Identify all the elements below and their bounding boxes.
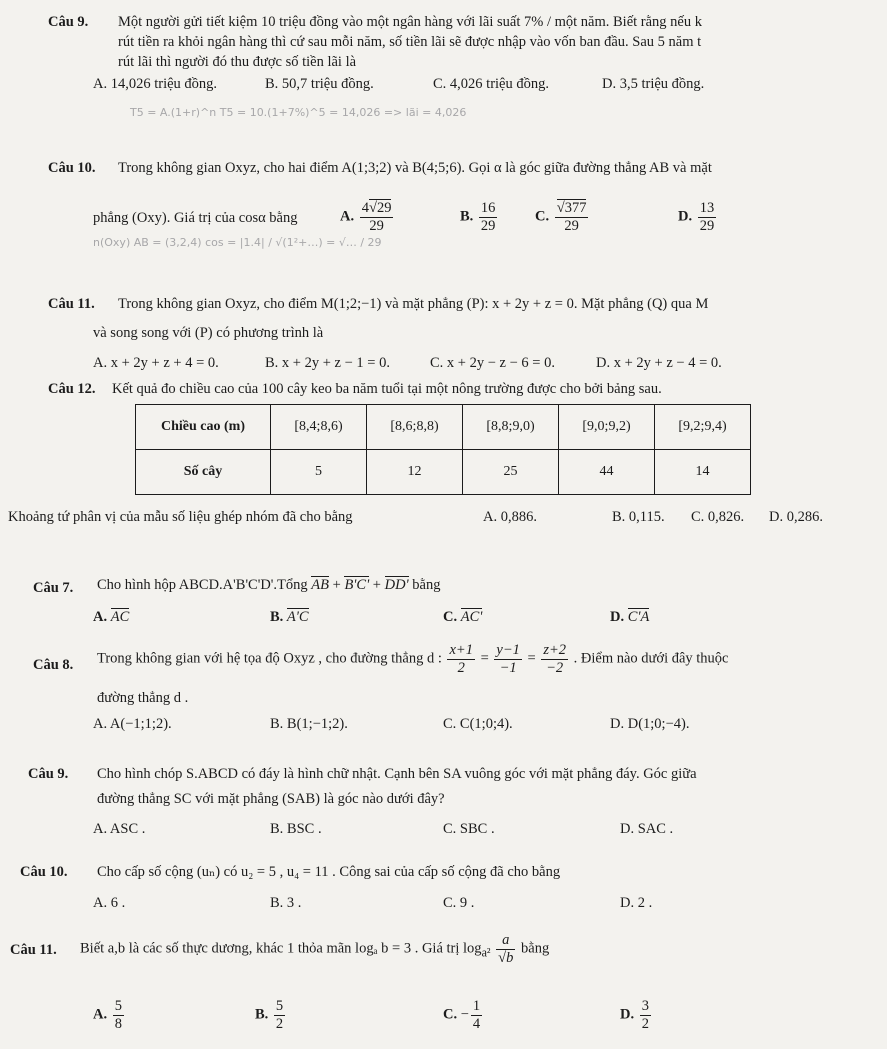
question-number: Câu 11. [10,942,57,958]
option-b[interactable]: B. $\frac{16}{29}$ [460,200,496,234]
question-text-line2: phẳng (Oxy). Giá trị của cosα bằng [93,210,298,226]
option-d[interactable]: D. $\frac{13}{29}$ [678,200,715,234]
option-c[interactable]: C. AC' [443,609,483,625]
option-c[interactable]: C. SBC . [443,821,495,837]
question-text-line2: đường thẳng d . [97,690,189,706]
option-b[interactable]: B. 0,115. [612,509,665,525]
option-c[interactable]: C. x + 2y − z − 6 = 0. [430,355,555,371]
option-b[interactable]: B. B(1;−1;2). [270,716,348,732]
question-text-line2: và song song với (P) có phương trình là [93,325,324,341]
question-text-line3: rút lãi thì người đó thu được số tiền lãi là [118,54,357,70]
option-c[interactable]: C. 4,026 triệu đồng. [433,76,549,92]
table-row [136,450,751,495]
option-a[interactable]: A. 6 . [93,895,126,911]
option-d[interactable]: D. $\frac{3}{2}$ [620,998,649,1032]
option-b[interactable]: B. A'C [270,609,309,625]
question-text-line1: Trong không gian Oxyz, cho hai điểm A(1;3;2) và B(4;5;6). Gọi α là góc giữa đường thẳng AB và mặt [118,160,712,176]
option-d[interactable]: D. x + 2y + z − 4 = 0. [596,355,722,371]
option-b[interactable]: B. $\frac{5}{2}$ [255,998,284,1032]
handwritten-note: n(Oxy) AB = (3,2,4) cos = |1.4| / √(1²+…) = √… / 29 [93,236,382,249]
table-cell: 12 [367,450,463,495]
question-number: Câu 10. [20,864,68,880]
table-cell: [9,0;9,2) [559,405,655,450]
option-c[interactable]: C. − $\frac{1}{4}$ [443,998,481,1032]
option-c[interactable]: C. C(1;0;4). [443,716,513,732]
option-a[interactable]: A. 0,886. [483,509,537,525]
question-text-line1: Cho hình chóp S.ABCD có đáy là hình chữ nhật. Cạnh bên SA vuông góc với mặt phẳng đáy. Góc giữa [97,766,697,782]
question-9a [48,14,88,31]
question-number: Câu 12. [48,381,96,397]
option-d[interactable]: D. D(1;0;−4). [610,716,690,732]
handwritten-note: T5 = A.(1+r)^n T5 = 10.(1+7%)^5 = 14,026 => lãi = 4,026 [130,106,467,119]
table-cell: 25 [463,450,559,495]
table-row [136,405,751,450]
question-number: Câu 11. [48,296,95,312]
question-text-line2: rút tiền ra khỏi ngân hàng thì cứ sau mỗi năm, số tiền lãi sẽ được nhập vào vốn ban đầu. Sau 5 năm t [118,34,702,50]
table-header-cell: Số cây [136,450,271,495]
option-a[interactable]: A. $\frac{4√29}{29}$ [340,200,392,234]
question-text: Cho cấp số cộng (uₙ) có u₂ = 5 , u₄ = 11 . Công sai của cấp số cộng đã cho bằng [97,864,561,880]
question-text-line2: đường thẳng SC với mặt phẳng (SAB) là góc nào dưới đây? [97,791,445,807]
question-number: Câu 9. [28,766,69,782]
option-c[interactable]: C. 0,826. [691,509,745,525]
table-cell: [8,6;8,8) [367,405,463,450]
option-a[interactable]: A. 14,026 triệu đồng. [93,76,218,92]
table-cell: 14 [655,450,751,495]
option-c[interactable]: C. $\frac{√377}{29}$ [535,200,587,234]
question-text-line1: Trong không gian với hệ tọa độ Oxyz , cho đường thẳng d : $\frac{x+1}{2}$ = $\frac{y-1}{-1}$ = $\frac{z+2}{-2}$ . Điểm nào dưới đây thuộc [97,642,729,676]
option-b[interactable]: B. BSC . [270,821,322,837]
option-d[interactable]: D. C'A [610,609,650,625]
question-text: Kết quả đo chiều cao của 100 cây keo ba năm tuổi tại một nông trường được cho bởi bảng sau. [112,381,662,397]
option-b[interactable]: B. 50,7 triệu đồng. [265,76,374,92]
question-number: Câu 8. [33,657,74,673]
question-number: Câu 7. [33,580,74,596]
option-d[interactable]: D. 3,5 triệu đồng. [602,76,705,92]
option-a[interactable]: A. $\frac{5}{8}$ [93,998,122,1032]
option-a[interactable]: A. A(−1;1;2). [93,716,172,732]
option-b[interactable]: B. 3 . [270,895,302,911]
question-text: Cho hình hộp ABCD.A'B'C'D'.Tổng AB + B'C' + DD' bằng [97,577,441,593]
table-cell: 44 [559,450,655,495]
table-cell: [8,8;9,0) [463,405,559,450]
option-a[interactable]: A. ASC . [93,821,146,837]
option-d[interactable]: D. SAC . [620,821,674,837]
option-a[interactable]: A. AC [93,609,130,625]
option-a[interactable]: A. x + 2y + z + 4 = 0. [93,355,219,371]
question-text: Khoảng tứ phân vị của mẫu số liệu ghép nhóm đã cho bằng [8,509,353,525]
option-c[interactable]: C. 9 . [443,895,475,911]
option-b[interactable]: B. x + 2y + z − 1 = 0. [265,355,390,371]
table-cell: 5 [271,450,367,495]
question-text: Biết a,b là các số thực dương, khác 1 thỏa mãn logₐ b = 3 . Giá trị $\log_{a^2}$ $\frac{a}{√b}$ bằng [80,932,550,966]
table-cell: [8,4;8,6) [271,405,367,450]
frequency-table [135,404,751,495]
question-text-line1: Một người gửi tiết kiệm 10 triệu đồng vào một ngân hàng với lãi suất 7% / một năm. Biết rằng nếu k [118,14,702,30]
table-cell: [9,2;9,4) [655,405,751,450]
question-number: Câu 9. [48,14,89,30]
question-number: Câu 10. [48,160,96,176]
table-header-cell: Chiều cao (m) [136,405,271,450]
option-d[interactable]: D. 0,286. [769,509,823,525]
option-d[interactable]: D. 2 . [620,895,653,911]
question-text-line1: Trong không gian Oxyz, cho điểm M(1;2;−1) và mặt phẳng (P): x + 2y + z = 0. Mặt phẳng (Q) qua M [118,296,709,312]
